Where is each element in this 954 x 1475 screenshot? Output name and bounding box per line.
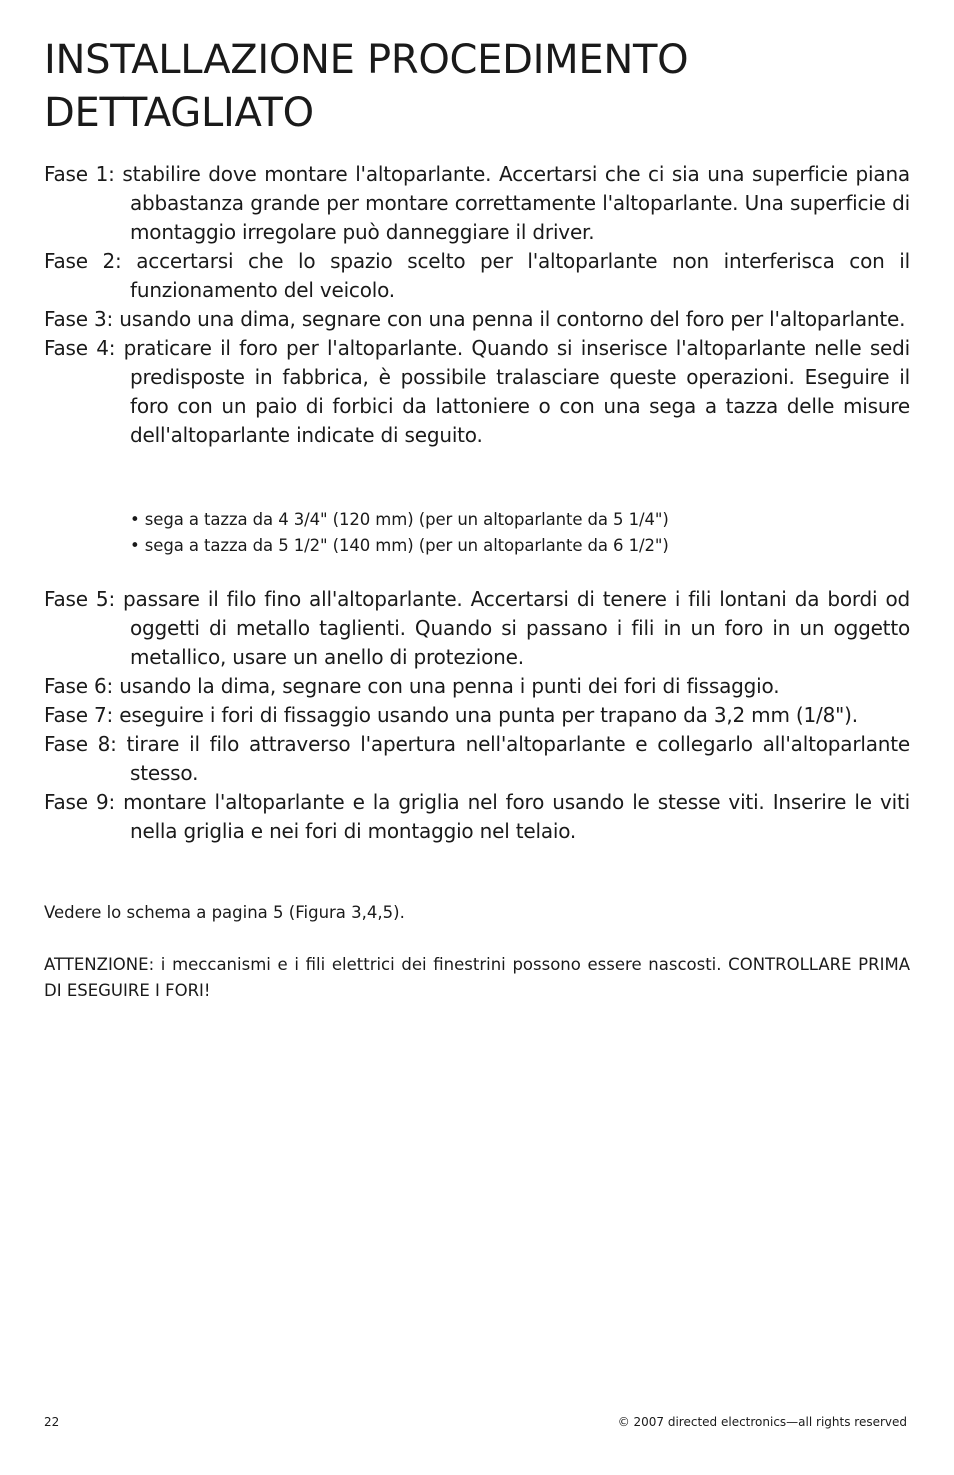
copyright-notice: © 2007 directed electronics—all rights reserved	[617, 1415, 907, 1429]
step-2: Fase 2: accertarsi che lo spazio scelto per l'altoparlante non interferisca con il funzionamento del veicolo.	[44, 249, 910, 302]
step-5: Fase 5: passare il filo fino all'altoparlante. Accertarsi di tenere i fili lontani da bordi od oggetti di metallo taglienti. Quando si passano i fili in un foro in un oggetto metallico, usare un anello di protezione.	[44, 587, 910, 669]
steps-list	[44, 160, 910, 450]
step-8: Fase 8: tirare il filo attraverso l'apertura nell'altoparlante e collegarlo all'altoparlante stesso.	[44, 732, 910, 785]
step-6: Fase 6: usando la dima, segnare con una penna i punti dei fori di fissaggio.	[44, 674, 780, 698]
warning-text: ATTENZIONE: i meccanismi e i fili elettrici dei finestrini possono essere nascosti. CONTROLLARE PRIMA DI ESEGUIRE I FORI!	[44, 955, 910, 1000]
steps-list-continued	[44, 585, 910, 846]
step-7: Fase 7: eseguire i fori di fissaggio usando una punta per trapano da 3,2 mm (1/8").	[44, 703, 858, 727]
hole-saw-list	[130, 507, 910, 559]
step-9: Fase 9: montare l'altoparlante e la griglia nel foro usando le stesse viti. Inserire le viti nella griglia e nei fori di montaggio nel telaio.	[44, 790, 910, 843]
hole-saw-item: • sega a tazza da 5 1/2" (140 mm) (per un altoparlante da 6 1/2")	[130, 536, 669, 555]
page-number: 22	[44, 1415, 60, 1429]
step-3: Fase 3: usando una dima, segnare con una penna il contorno del foro per l'altoparlante.	[44, 307, 906, 331]
step-4: Fase 4: praticare il foro per l'altoparlante. Quando si inserisce l'altoparlante nelle sedi predisposte in fabbrica, è possibile tralasciare queste operazioni. Eseguire il foro con un paio di forbici da lattoniere o con una sega a tazza delle misure dell'altoparlante indicate di seguito.	[44, 336, 910, 447]
hole-saw-item: • sega a tazza da 4 3/4" (120 mm) (per un altoparlante da 5 1/4")	[130, 510, 669, 529]
step-1: Fase 1: stabilire dove montare l'altoparlante. Accertarsi che ci sia una superficie piana abbastanza grande per montare correttamente l'altoparlante. Una superficie di montaggio irregolare può danneggiare il driver.	[44, 162, 910, 244]
page-title: INSTALLAZIONE PROCEDIMENTO DETTAGLIATO	[44, 37, 689, 136]
diagram-reference-note: Vedere lo schema a pagina 5 (Figura 3,4,5).	[44, 903, 405, 922]
